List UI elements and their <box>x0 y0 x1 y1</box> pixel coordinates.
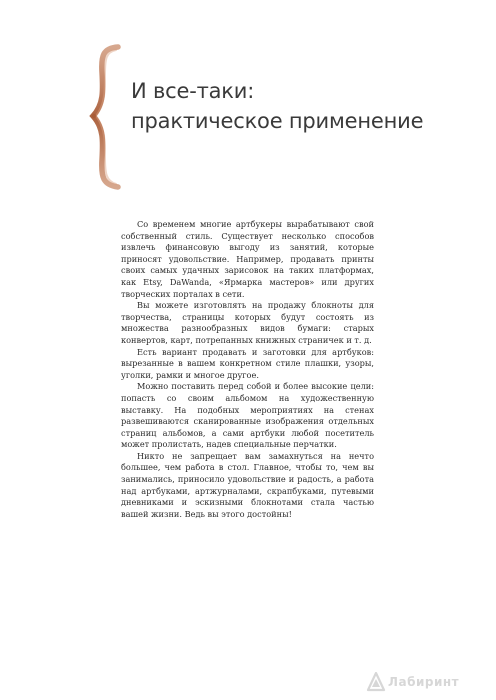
chapter-heading <box>131 76 461 136</box>
paragraph: Можно поставить перед собой и более высокие цели: попасть со своим альбомом на художественную выставку. На подобных мероприятиях на стенах развешиваются сканированные изображения отдельных страниц альбомов, а сами артбуки любой посетитель может пролистать, надев специальные перчатки. <box>121 381 374 450</box>
paragraph: Никто не запрещает вам замахнуться на нечто большее, чем работа в стол. Главное, чтобы то, чем вы занимались, приносило удовольствие и радость, а работа над артбуками, артжурналами, скрапбуками, путевыми дневниками и эскизными блокнотами стала частью вашей жизни. Ведь вы этого достойны! <box>121 450 374 519</box>
paragraph: Есть вариант продавать и заготовки для артбуков: вырезанные в вашем конкретном стиле плашки, узоры, уголки, рамки и многое другое. <box>121 346 374 380</box>
watermark-logo <box>366 672 459 692</box>
paragraph: Вы можете изготовлять на продажу блокноты для творчества, страницы которых будут состоять из множества разнообразных видов бумаги: старых конвертов, карт, потрепанных книжных страничек и т. д. <box>121 300 374 345</box>
curly-brace-icon <box>88 44 124 190</box>
labyrinth-logo-icon <box>366 672 386 692</box>
paragraph: Со временем многие артбукеры вырабатывают свой собственный стиль. Существует несколько способов извлечь финансовую выгоду из занятий, которые приносят удовольствие. Например, продавать принты своих самых удачных зарисовок на таких платформах, как Etsy, DaWanda, «Ярмарка мастеров» или других творческих порталах в сети. <box>121 219 374 299</box>
watermark-text: Лабиринт <box>388 675 460 689</box>
heading-line-2: практическое применение <box>131 109 424 133</box>
body-text <box>121 219 374 520</box>
heading-line-1: И все-таки: <box>131 79 255 103</box>
